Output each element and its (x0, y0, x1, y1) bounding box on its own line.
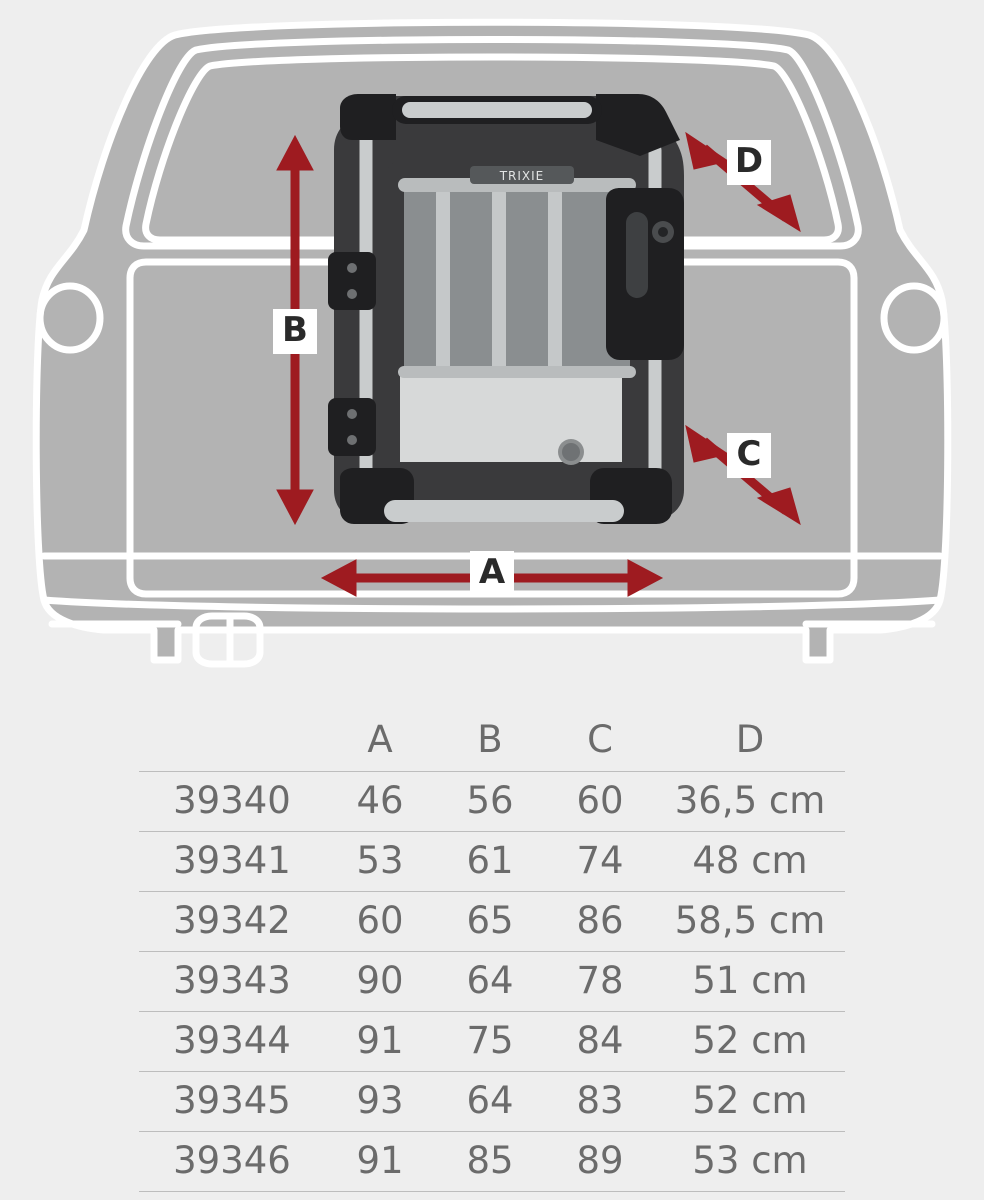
dimension-label-c: C (727, 433, 771, 478)
cell-b: 64 (435, 952, 545, 1012)
brand-logo (470, 166, 574, 184)
cell-b: 65 (435, 892, 545, 952)
table-row (139, 1072, 845, 1132)
table-row (139, 952, 845, 1012)
cell-b: 64 (435, 1072, 545, 1132)
column-header-id (139, 712, 325, 772)
dimension-label-b: B (273, 309, 317, 354)
column-header-a: A (367, 718, 393, 761)
cell-b: 56 (435, 772, 545, 832)
crate-dimensions-table (139, 712, 845, 1192)
cell-c: 89 (545, 1132, 655, 1192)
cell-d: 36,5 cm (655, 772, 845, 832)
cell-article-id: 39344 (139, 1012, 325, 1072)
cell-a: 53 (325, 832, 435, 892)
table-row (139, 832, 845, 892)
cell-article-id: 39341 (139, 832, 325, 892)
cell-article-id: 39343 (139, 952, 325, 1012)
cell-article-id: 39340 (139, 772, 325, 832)
cell-b: 85 (435, 1132, 545, 1192)
cell-c: 84 (545, 1012, 655, 1072)
cell-c: 74 (545, 832, 655, 892)
dimension-label-a: A (470, 551, 514, 596)
cell-a: 46 (325, 772, 435, 832)
cell-article-id: 39346 (139, 1132, 325, 1192)
dimensions-table-wrapper (139, 712, 845, 1192)
cell-d: 53 cm (655, 1132, 845, 1192)
table-row (139, 892, 845, 952)
cell-a: 60 (325, 892, 435, 952)
svg-text:TRIXIE: TRIXIE (499, 169, 545, 183)
cell-d: 48 cm (655, 832, 845, 892)
column-header-c: C (587, 718, 613, 761)
cell-d: 51 cm (655, 952, 845, 1012)
table-row (139, 772, 845, 832)
cell-c: 78 (545, 952, 655, 1012)
cell-c: 60 (545, 772, 655, 832)
cell-d: 52 cm (655, 1072, 845, 1132)
table-row (139, 1132, 845, 1192)
cell-article-id: 39342 (139, 892, 325, 952)
cell-c: 86 (545, 892, 655, 952)
cell-d: 58,5 cm (655, 892, 845, 952)
column-header-b: B (477, 718, 503, 761)
cell-d: 52 cm (655, 1012, 845, 1072)
table-header-row (139, 712, 845, 772)
table-header (139, 712, 845, 772)
cell-article-id: 39345 (139, 1072, 325, 1132)
dog-crate-illustration (328, 94, 684, 524)
cell-a: 91 (325, 1132, 435, 1192)
cell-b: 75 (435, 1012, 545, 1072)
cell-c: 83 (545, 1072, 655, 1132)
cell-b: 61 (435, 832, 545, 892)
table-row (139, 1012, 845, 1072)
cell-a: 91 (325, 1012, 435, 1072)
table-body (139, 772, 845, 1192)
column-header-d: D (735, 718, 765, 761)
dimension-label-d: D (727, 140, 771, 185)
cell-a: 93 (325, 1072, 435, 1132)
cell-a: 90 (325, 952, 435, 1012)
